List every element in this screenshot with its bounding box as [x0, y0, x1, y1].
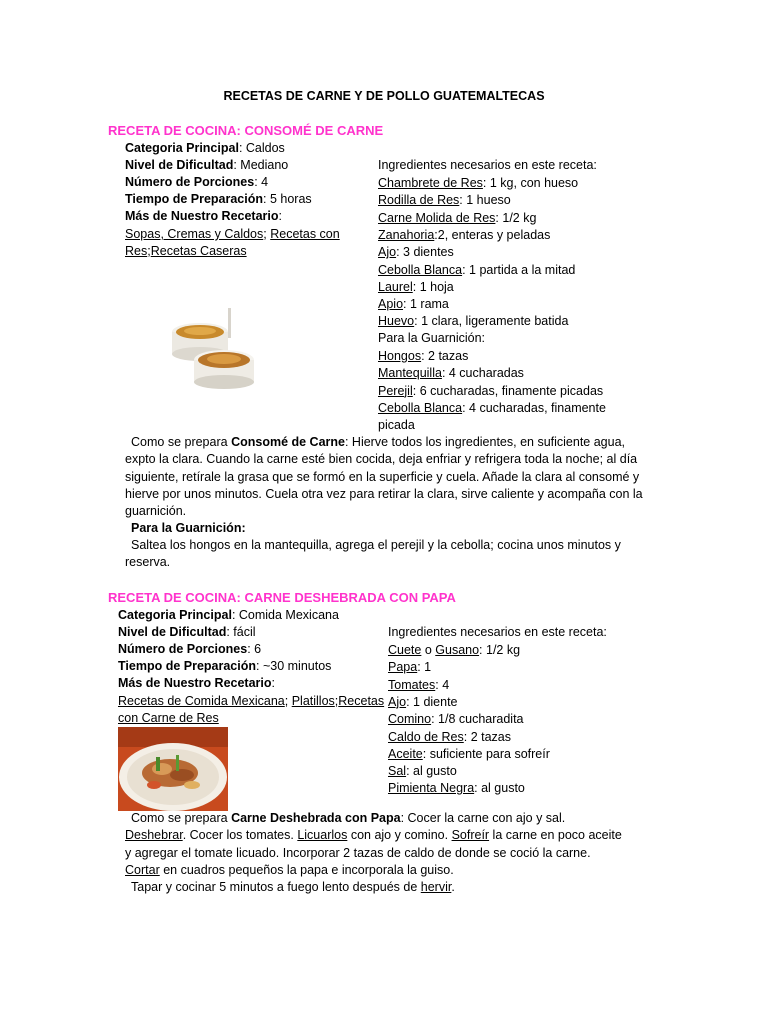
recipe2-links-line2: [118, 710, 219, 727]
ingredient-link[interactable]: Cebolla Blanca: [378, 262, 463, 277]
ingredient-link[interactable]: Gusano: [435, 643, 480, 657]
ingredient-link[interactable]: Zanahoria: [378, 227, 435, 242]
recipe1-garnish-title: Para la Guarnición:: [131, 521, 246, 535]
ingredient-link[interactable]: Rodilla de Res: [378, 193, 460, 208]
link-comida-mexicana[interactable]: Recetas de Comida Mexicana: [118, 694, 285, 708]
ingredient-detail: : 3 dientes: [396, 245, 454, 260]
recipe1-garnish-wrap: picada: [378, 418, 415, 432]
ingredient-item: [378, 348, 468, 365]
ingredient-link[interactable]: Comino: [388, 712, 432, 727]
ingredient-item: [378, 227, 550, 244]
link-platillos[interactable]: Platillos: [291, 694, 335, 708]
ingredient-item: [378, 210, 536, 227]
recipe2-section-title: RECETA DE COCINA: CARNE DESHEBRADA CON PAPA: [108, 590, 456, 605]
link-sopas[interactable]: Sopas, Cremas y Caldos: [125, 227, 264, 241]
ingredient-detail: : 4 cucharadas: [441, 366, 524, 381]
ingredient-link[interactable]: Perejil: [378, 383, 413, 398]
ingredient-item: [378, 313, 568, 330]
ingredient-item: [378, 279, 454, 296]
ingredient-item: [388, 677, 449, 694]
link-deshebrar[interactable]: Deshebrar: [125, 828, 183, 843]
ingredient-link[interactable]: Aceite: [388, 746, 423, 761]
ingredient-item: [388, 729, 511, 746]
recipe1-preparation: Como se prepara Consomé de Carne: Hierve todos los ingredientes, en suficiente agua, expto la clara. Cuando la carne esté bien cocida, deja enfriar y refrigera toda la noche; al día siguiente, retírale la grasa que se formó en la superficie y cuela. Añade la clara al consomé y hierve por unos minutos. Cuela otra vez para retirar la clara, sirve caliente y acompaña con la guarnición.: [125, 435, 643, 519]
ingredient-detail: : 1 hueso: [459, 193, 511, 208]
ingredient-link[interactable]: Apio: [378, 297, 404, 312]
recipe1-category: Categoria Principal: Caldos: [125, 141, 285, 155]
ingredient-detail: : 1 clara, ligeramente batida: [414, 314, 569, 329]
ingredient-detail: : 1/2 kg: [495, 210, 537, 225]
ingredient-item: [378, 192, 511, 209]
ingredient-detail: : 1 hoja: [412, 279, 454, 294]
recipe1-section-title: RECETA DE COCINA: CONSOMÉ DE CARNE: [108, 123, 384, 138]
ingredient-item: [388, 763, 457, 780]
ingredient-detail: : 1 diente: [406, 694, 458, 709]
ingredient-detail: : suficiente para sofreír: [422, 746, 550, 761]
carne-deshebrada-photo: [118, 727, 228, 811]
link-recetas-con-res[interactable]: Recetas con: [270, 227, 340, 241]
recipe1-garnish-text: Saltea los hongos en la mantequilla, agrega el perejil y la cebolla; cocina unos minutos y reserva.: [125, 538, 621, 570]
recipe1-garnish-header: Para la Guarnición:: [378, 331, 486, 345]
ingredient-link[interactable]: Huevo: [378, 314, 415, 329]
recipe1-portions: Número de Porciones: 4: [125, 175, 269, 189]
ingredient-detail: : 1 rama: [403, 297, 449, 312]
ingredient-link[interactable]: Hongos: [378, 349, 422, 363]
ingredient-detail: : 4 cucharadas, finamente: [462, 400, 606, 415]
ingredient-detail: : 6 cucharadas, finamente picadas: [412, 383, 604, 398]
ingredient-link[interactable]: Carne Molida de Res: [378, 210, 496, 225]
ingredient-detail: : 1/2 kg: [479, 643, 521, 657]
ingredient-item: [388, 642, 520, 659]
ingredient-detail: : al gusto: [406, 764, 457, 779]
recipe1-links-line2: Res;Recetas Caseras: [125, 244, 247, 258]
ingredient-link[interactable]: Ajo: [378, 245, 397, 260]
ingredient-item: [388, 746, 550, 763]
recipe1-difficulty: Nivel de Dificultad: Mediano: [125, 158, 289, 172]
ingredient-item: [388, 711, 524, 728]
link-cortar[interactable]: Cortar: [125, 862, 160, 877]
ingredient-item: [378, 244, 454, 261]
ingredient-detail: : 2 tazas: [463, 729, 511, 744]
ingredient-detail: : al gusto: [474, 781, 525, 796]
link-recetas-con-res-cont[interactable]: Res: [125, 244, 148, 258]
recipe2-preparation-final: Tapar y cocinar 5 minutos a fuego lento después de hervir.: [131, 880, 455, 894]
ingredient-item: [378, 383, 603, 400]
ingredient-link[interactable]: Chambrete de Res: [378, 176, 483, 190]
ingredient-link[interactable]: Papa: [388, 660, 418, 675]
ingredient-link[interactable]: Laurel: [378, 279, 413, 294]
ingredient-detail: : 4: [435, 677, 450, 692]
ingredient-item: [388, 780, 525, 797]
link-hervir[interactable]: hervir: [420, 880, 452, 894]
consome-photo: [168, 288, 256, 392]
recipe2-difficulty: Nivel de Dificultad: fácil: [118, 625, 256, 639]
recipe1-time: Tiempo de Preparación: 5 horas: [125, 192, 312, 206]
recipe2-preparation: Como se prepara Carne Deshebrada con Papa: Cocer la carne con ajo y sal. Deshebrar. Cocer los tomates. Licuarlos con ajo y comino. Sofreír la carne en poco aceite y agregar el tomate licuado. Incorporar 2 tazas de caldo de donde se coció la carne. Cortar en cuadros pequeños la papa e incorporala la guiso.: [125, 811, 622, 877]
link-sofreir[interactable]: Sofreír: [451, 828, 490, 843]
document-title: RECETAS DE CARNE Y DE POLLO GUATEMALTECAS: [223, 89, 545, 103]
recipe2-time: Tiempo de Preparación: ~30 minutos: [118, 659, 332, 673]
recipe2-ingredients-header: Ingredientes necesarios en este receta:: [388, 625, 607, 639]
link-recetas-caseras[interactable]: Recetas Caseras: [150, 244, 247, 258]
recipe2-links-line1: Recetas de Comida Mexicana; Platillos;Recetas: [118, 694, 385, 708]
ingredient-item: [378, 365, 524, 382]
recipe1-more: Más de Nuestro Recetario:: [125, 209, 283, 223]
recipe1-links-line1: Sopas, Cremas y Caldos; Recetas con: [125, 227, 340, 241]
ingredient-detail: : 1 kg, con hueso: [482, 176, 579, 190]
link-recetas-con-carne-de-res-cont[interactable]: con Carne de Res: [118, 711, 219, 725]
recipe2-portions: Número de Porciones: 6: [118, 642, 262, 656]
ingredient-link[interactable]: Mantequilla: [378, 366, 442, 381]
ingredient-link[interactable]: Ajo: [388, 694, 407, 709]
ingredient-item: [388, 659, 431, 676]
ingredient-link[interactable]: Cebolla Blanca: [378, 400, 463, 415]
ingredient-item: [378, 175, 578, 192]
ingredient-item: [378, 262, 575, 279]
recipe2-more: Más de Nuestro Recetario:: [118, 676, 276, 690]
ingredient-detail: : 1 partida a la mitad: [462, 262, 576, 277]
ingredient-link[interactable]: Sal: [388, 764, 407, 779]
ingredient-detail: : 1: [417, 660, 432, 675]
ingredient-connector: o: [421, 643, 436, 657]
ingredient-link[interactable]: Cuete: [388, 643, 422, 657]
ingredient-item: [388, 694, 458, 711]
ingredient-link[interactable]: Pimienta Negra: [388, 781, 475, 796]
ingredient-item: [378, 400, 606, 417]
recipe1-ingredients-header: Ingredientes necesarios en este receta:: [378, 158, 597, 172]
ingredient-detail: : 2 tazas: [421, 349, 469, 363]
ingredient-detail: :2, enteras y peladas: [434, 227, 551, 242]
link-recetas-con-carne-de-res[interactable]: Recetas: [338, 694, 385, 708]
ingredient-item: [378, 296, 449, 313]
ingredient-link[interactable]: Tomates: [388, 677, 436, 692]
ingredient-detail: : 1/8 cucharadita: [431, 712, 524, 727]
recipe2-category: Categoria Principal: Comida Mexicana: [118, 608, 339, 622]
ingredient-link[interactable]: Caldo de Res: [388, 729, 464, 744]
link-licuarlos[interactable]: Licuarlos: [297, 828, 348, 843]
